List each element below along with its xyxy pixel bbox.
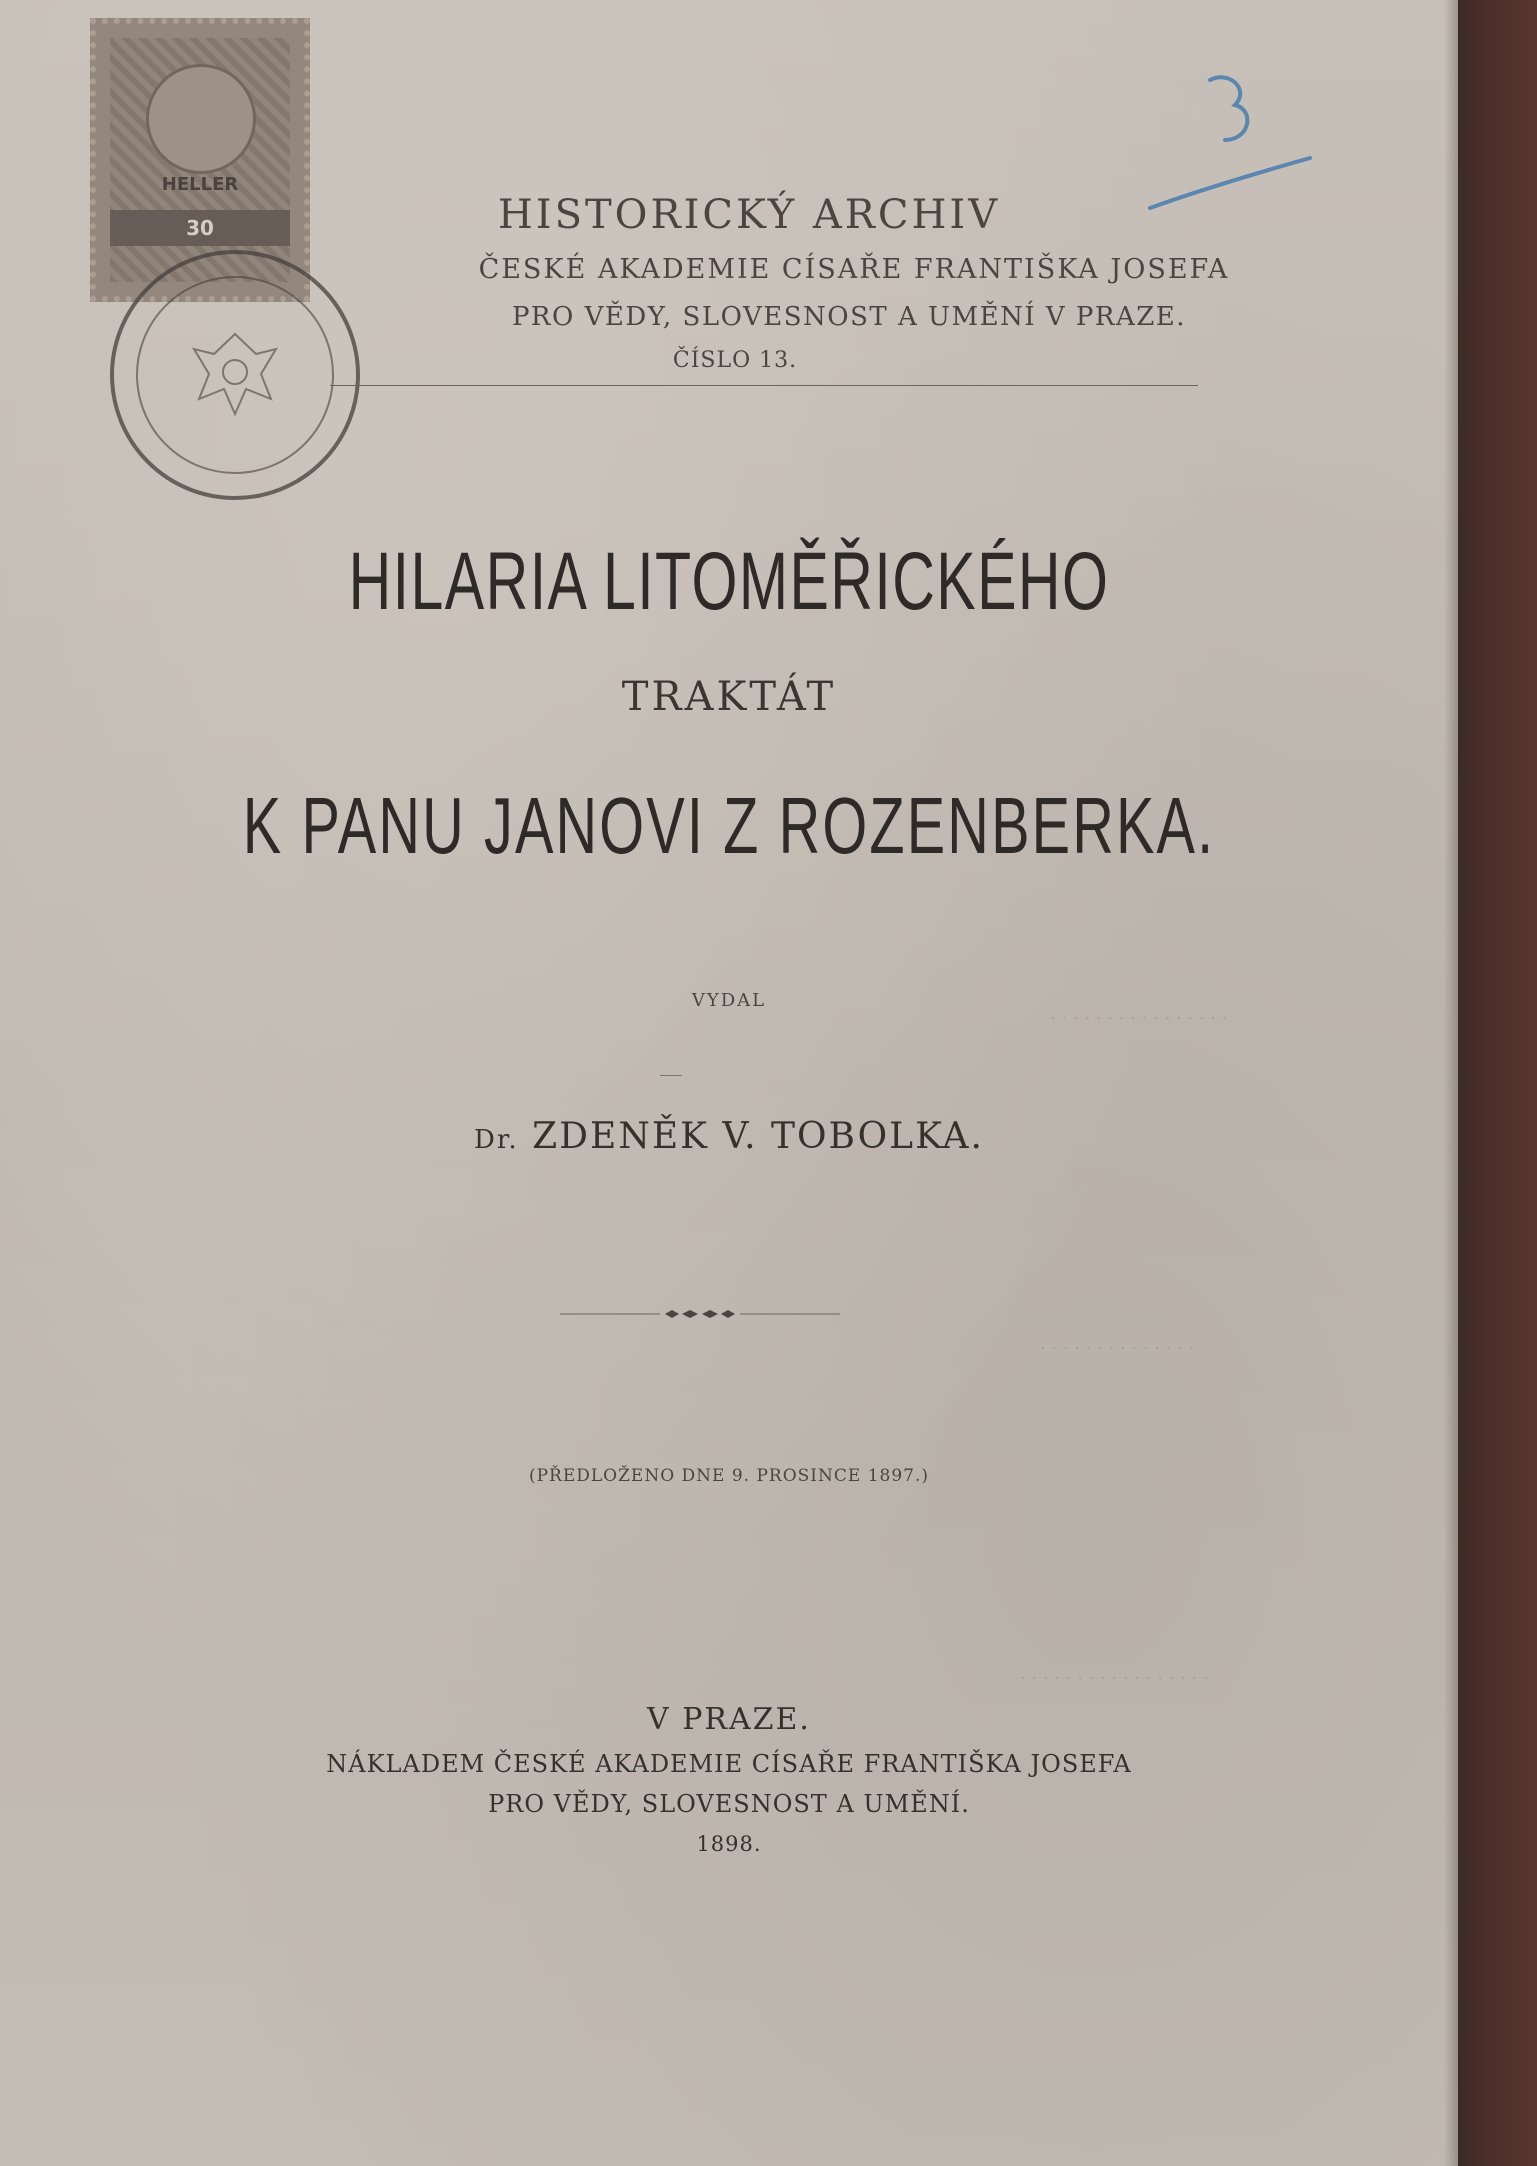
stamp-label: HELLER <box>161 174 239 195</box>
imprint-place: V PRAZE. <box>647 1702 811 1737</box>
sub-title: K PANU JANOVI Z ROZENBERKA. <box>242 781 1216 870</box>
editor-fullname: ZDENĚK V. TOBOLKA. <box>532 1116 984 1157</box>
show-through-text: . . . . . . . . . . . . . . . . . <box>1020 1663 1209 1684</box>
stamp-value: 30 <box>110 210 290 246</box>
institution-seal <box>110 250 360 500</box>
divider <box>330 385 1198 386</box>
ornament-divider-icon <box>560 1306 840 1322</box>
series-subtitle: PRO VĚDY, SLOVESNOST A UMĚNÍ V PRAZE. <box>511 302 1187 332</box>
editor-label: VYDAL <box>691 990 767 1011</box>
imprint-year: 1898. <box>696 1832 762 1856</box>
series-title: HISTORICKÝ ARCHIV <box>497 192 1001 238</box>
divider <box>660 1075 682 1076</box>
presented-note: (PŘEDLOŽENO DNE 9. PROSINCE 1897.) <box>528 1466 930 1486</box>
stamp-emblem-icon <box>146 64 256 174</box>
editor-prefix: Dr. <box>474 1125 519 1155</box>
imprint-publisher: PRO VĚDY, SLOVESNOST A UMĚNÍ. <box>488 1790 970 1818</box>
show-through-text: . . . . . . . . . . . . . . <box>1040 1333 1195 1354</box>
seal-eagle-icon <box>114 254 356 496</box>
show-through-text: . . . . . . . . . . . . . . . . <box>1050 1003 1228 1024</box>
imprint-publisher: NÁKLADEM ČESKÉ AKADEMIE CÍSAŘE FRANTIŠKA JOSEFA <box>326 1750 1132 1778</box>
series-number: ČÍSLO 13. <box>672 348 798 373</box>
main-title: HILARIA LITOMĚŘICKÉHO <box>348 536 1110 627</box>
title-middle: TRAKTÁT <box>621 674 837 720</box>
editor-name <box>0 1116 1458 1157</box>
background-edge <box>1455 0 1537 2166</box>
series-subtitle: ČESKÉ AKADEMIE CÍSAŘE FRANTIŠKA JOSEFA <box>478 254 1230 285</box>
